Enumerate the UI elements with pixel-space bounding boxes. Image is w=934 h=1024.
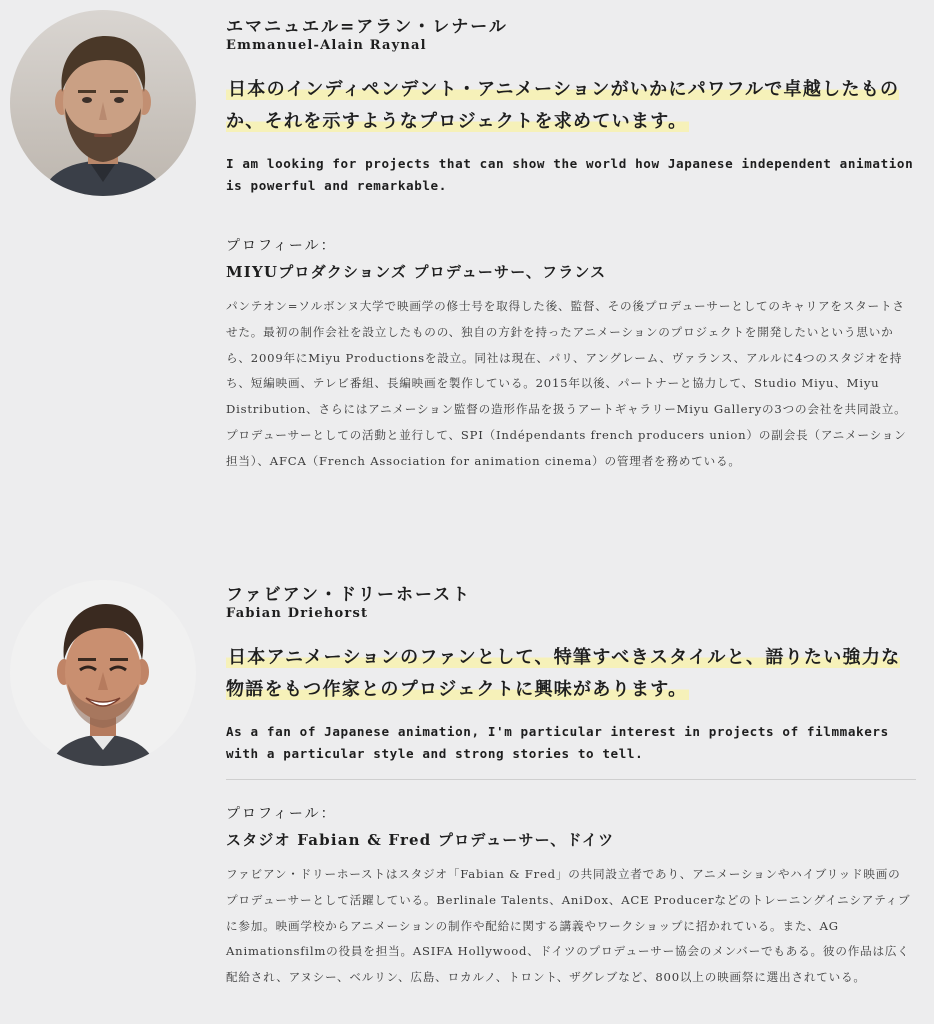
profile-label: プロフィール：	[226, 806, 337, 822]
quote-english: As a fan of Japanese animation, I'm particular interest in projects of filmmakers with a particular style and strong stories to tell.	[226, 724, 889, 761]
quote-japanese-text: 日本アニメーションのファンとして、特筆すべきスタイルと、語りたい強力な物語をもつ作家とのプロジェクトに興味があります。	[226, 647, 901, 700]
name-english: Emmanuel-Alain Raynal	[226, 38, 427, 53]
profile-role: スタジオ Fabian & Fred プロデューサー、ドイツ	[226, 831, 615, 849]
quote-japanese	[226, 642, 916, 706]
profile-label: プロフィール：	[226, 238, 337, 254]
divider	[226, 779, 916, 780]
quote-english: I am looking for projects that can show the world how Japanese independent animation is powerful and remarkable.	[226, 156, 914, 193]
portrait-photo	[10, 580, 196, 766]
profile-bio: ファビアン・ドリーホーストはスタジオ「Fabian & Fred」の共同設立者であり、アニメーションやハイブリッド映画のプロデューサーとして活躍している。Berlinale Talents、AniDox、ACE Producerなどのトレーニングイニシアティブに参加。映画学校からアニメーションの制作や配給に関する講義やワークショップに招かれている。また、AG Animationsfilmの役員を担当。ASIFA Hollywood、ドイツのプロデューサー協会のメンバーでもある。彼の作品は広く配給され、アヌシー、ベルリン、広島、ロカルノ、トロント、ザグレブなど、800以上の映画祭に選出されている。	[226, 867, 911, 985]
name-english: Fabian Driehorst	[226, 606, 369, 621]
name-japanese: ファビアン・ドリーホースト	[226, 585, 472, 605]
portrait-photo	[10, 10, 196, 196]
profile-role: MIYUプロダクションズ プロデューサー、フランス	[226, 263, 607, 281]
quote-japanese-text: 日本のインディペンデント・アニメーションがいかにパワフルで卓越したものか、それを示すようなプロジェクトを求めています。	[226, 79, 900, 132]
profile-bio: パンテオン=ソルボンヌ大学で映画学の修士号を取得した後、監督、その後プロデューサーとしてのキャリアをスタートさせた。最初の制作会社を設立したものの、独自の方針を持ったアニメーションのプロジェクトを開発したいという思いから、2009年にMiyu Productionsを設立。同社は現在、パリ、アングレーム、ヴァランス、アルルに4つのスタジオを持ち、短編映画、テレビ番組、長編映画を製作している。2015年以後、パートナーと協力して、Studio Miyu、Miyu Distribution、さらにはアニメーション監督の造形作品を扱うアートギャラリーMiyu Galleryの3つの会社を共同設立。プロデューサーとしての活動と並行して、SPI（Indépendants french producers union）の副会長（アニメーション担当）、AFCA（French Association for animation cinema）の管理者を務めている。	[226, 299, 907, 468]
avatar	[10, 580, 196, 766]
avatar	[10, 10, 196, 196]
name-japanese: エマニュエル=アラン・レナール	[226, 17, 508, 37]
quote-japanese	[226, 74, 916, 138]
